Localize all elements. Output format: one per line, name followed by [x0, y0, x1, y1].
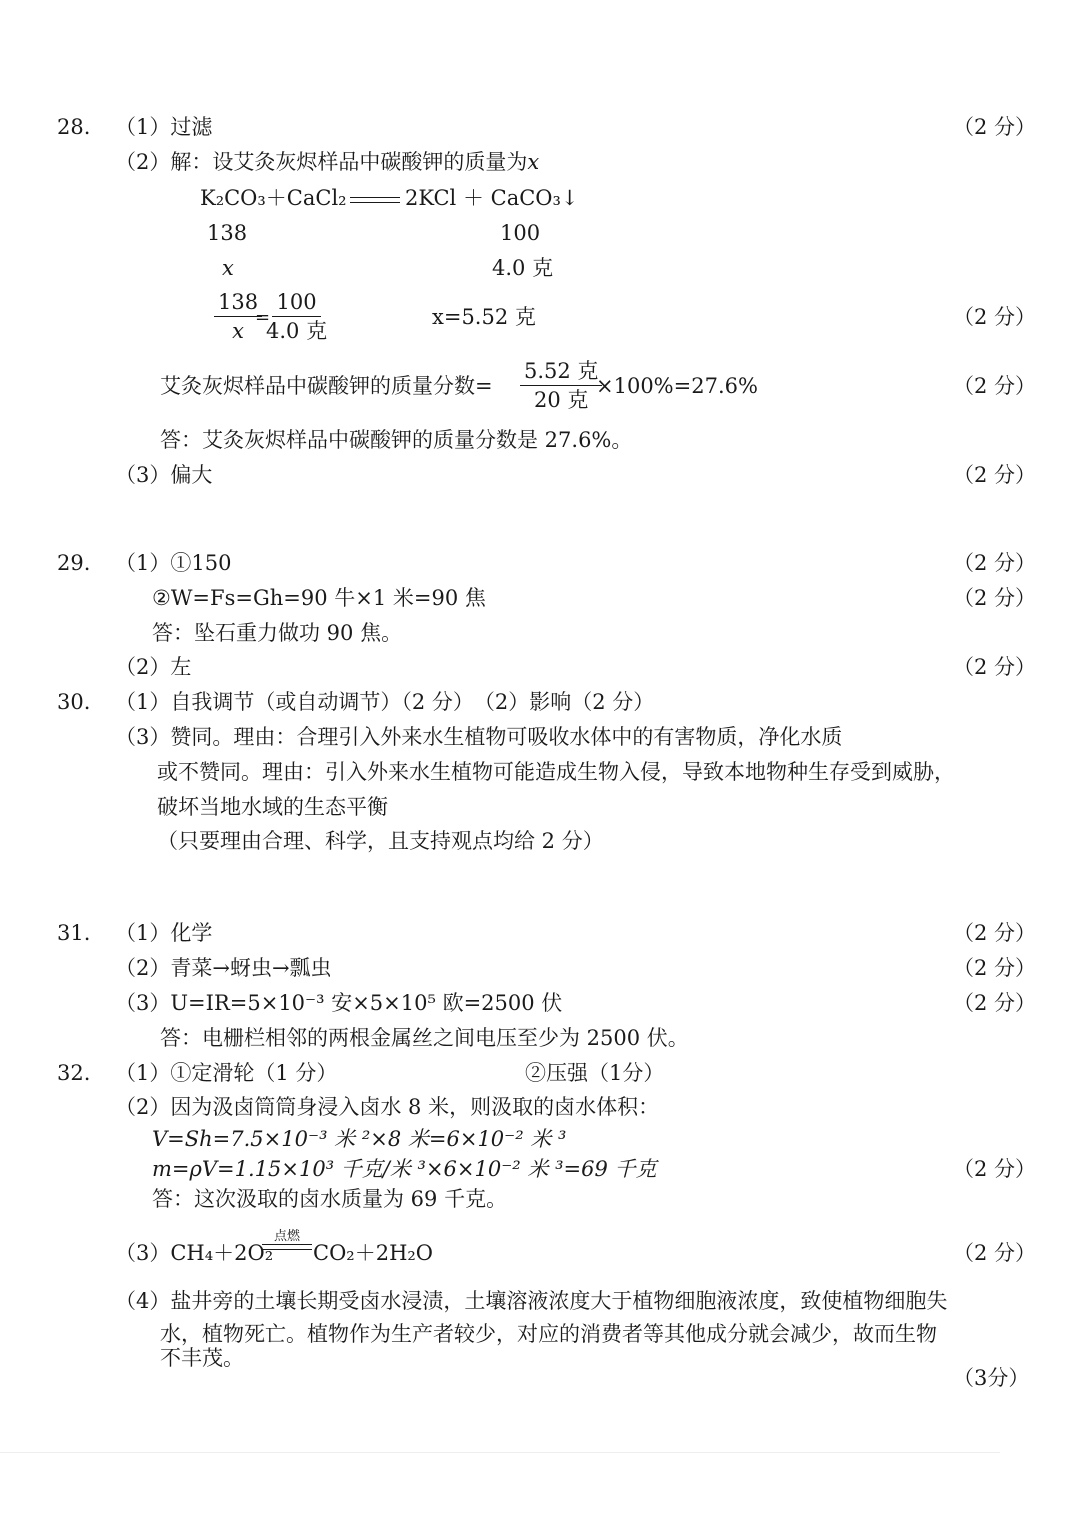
- q32-part1b: ②压强（1分）: [525, 1061, 665, 1085]
- q28-score3: （2 分）: [953, 374, 1037, 398]
- q28-ratio-equals: =: [255, 307, 271, 328]
- page-bottom-divider: [0, 1452, 1000, 1453]
- q28-score2: （2 分）: [953, 305, 1037, 329]
- q30-part3-line3: 破坏当地水域的生态平衡: [157, 795, 388, 819]
- q29-part2: （2）左: [115, 655, 192, 679]
- q32-part3-right: CO₂＋2H₂O: [313, 1241, 434, 1265]
- q28-part1: （1）过滤: [115, 115, 213, 139]
- q29-score1: （2 分）: [953, 551, 1037, 575]
- q32-number: 32.: [57, 1061, 91, 1085]
- q28-unknown-x: x: [222, 256, 234, 280]
- q29-part1: （1）①150: [115, 551, 232, 575]
- q32-volume-equation: V=Sh=7.5×10⁻³ 米 ²×8 米=6×10⁻² 米 ³: [152, 1127, 567, 1151]
- q28-mass-fraction: [520, 361, 602, 411]
- q29-answer: 答：坠石重力做功 90 焦。: [152, 621, 403, 645]
- q28-ratio-left-denominator: x: [232, 319, 244, 343]
- q28-result: x=5.52 克: [432, 305, 536, 329]
- q32-score3: （2 分）: [953, 1241, 1037, 1265]
- q31-part1: （1）化学: [115, 921, 213, 945]
- q28-answer: 答：艾灸灰烬样品中碳酸钾的质量分数是 27.6%。: [160, 428, 633, 452]
- q28-equation-equals: [350, 197, 400, 203]
- q28-part3: （3）偏大: [115, 463, 213, 487]
- q28-fraction-text: 艾灸灰烬样品中碳酸钾的质量分数=: [160, 374, 493, 398]
- q31-score1: （2 分）: [953, 921, 1037, 945]
- q32-part4-line3: 不丰茂。: [160, 1346, 244, 1370]
- q29-part1-work: ②W=Fs=Gh=90 牛×1 米=90 焦: [152, 586, 486, 610]
- q28-part2: （2）解：设艾灸灰烬样品中碳酸钾的质量为x: [115, 150, 540, 174]
- q29-score3: （2 分）: [953, 655, 1037, 679]
- q32-reaction-condition: [262, 1230, 312, 1250]
- q28-ratio-left-numerator: 138: [214, 292, 262, 317]
- q32-part1a: （1）①定滑轮（1 分）: [115, 1061, 338, 1085]
- q29-number: 29.: [57, 551, 91, 575]
- q28-number: 28.: [57, 115, 91, 139]
- q32-score2: （2 分）: [953, 1157, 1037, 1181]
- q28-given-mass: 4.0 克: [492, 256, 554, 280]
- q28-molar-mass-2: 100: [500, 221, 541, 245]
- q30-number: 30.: [57, 690, 91, 714]
- q32-part4-line2: 水，植物死亡。植物作为生产者较少，对应的消费者等其他成分就会减少，故而生物: [160, 1322, 937, 1346]
- q29-score2: （2 分）: [953, 586, 1037, 610]
- q32-answer: 答：这次汲取的卤水质量为 69 千克。: [152, 1187, 508, 1211]
- q28-equation-left: K₂CO₃＋CaCl₂: [200, 186, 347, 210]
- q30-scoring-note: （只要理由合理、科学，且支持观点均给 2 分）: [157, 829, 604, 853]
- q30-part3-line2: 或不赞同。理由：引入外来水生植物可能造成生物入侵，导致本地物种生存受到威胁，: [157, 760, 955, 784]
- q31-answer: 答：电栅栏相邻的两根金属丝之间电压至少为 2500 伏。: [160, 1026, 689, 1050]
- q28-mass-fraction-numerator: 5.52 克: [520, 361, 602, 386]
- q28-score4: （2 分）: [953, 463, 1037, 487]
- q31-score2: （2 分）: [953, 956, 1037, 980]
- q31-part2: （2）青菜→蚜虫→瓢虫: [115, 956, 332, 980]
- q32-score4: （3分）: [953, 1366, 1030, 1390]
- q28-equation-right: 2KCl ＋ CaCO₃↓: [405, 186, 579, 210]
- q28-fraction-tail: ×100%=27.6%: [596, 374, 758, 398]
- q32-part3-left: （3）CH₄＋2O₂: [115, 1241, 274, 1265]
- q32-condition-equals: [262, 1244, 312, 1250]
- q28-ratio-right: [262, 292, 331, 342]
- q31-score3: （2 分）: [953, 991, 1037, 1015]
- q31-part3: （3）U=IR=5×10⁻³ 安×5×10⁵ 欧=2500 伏: [115, 991, 563, 1015]
- q32-part4-line1: （4）盐井旁的土壤长期受卤水浸渍，土壤溶液浓度大于植物细胞液浓度，致使植物细胞失: [115, 1289, 948, 1313]
- q28-ratio-right-denominator: 4.0 克: [266, 319, 328, 343]
- q32-mass-equation: m=ρV=1.15×10³ 千克/米 ³×6×10⁻² 米 ³=69 千克: [152, 1157, 657, 1181]
- q31-number: 31.: [57, 921, 91, 945]
- q28-molar-mass-1: 138: [207, 221, 248, 245]
- q30-part3-line1: （3）赞同。理由：合理引入外来水生植物可吸收水体中的有害物质，净化水质: [115, 725, 843, 749]
- q28-ratio-right-numerator: 100: [272, 292, 320, 317]
- q30-part1-2: （1）自我调节（或自动调节）（2 分） （2）影响（2 分）: [115, 690, 655, 714]
- q28-score1: （2 分）: [953, 115, 1037, 139]
- q28-mass-fraction-denominator: 20 克: [534, 388, 589, 412]
- q32-part2: （2）因为汲卤筒筒身浸入卤水 8 米，则汲取的卤水体积：: [115, 1095, 660, 1119]
- q32-condition-label: 点燃: [273, 1229, 300, 1244]
